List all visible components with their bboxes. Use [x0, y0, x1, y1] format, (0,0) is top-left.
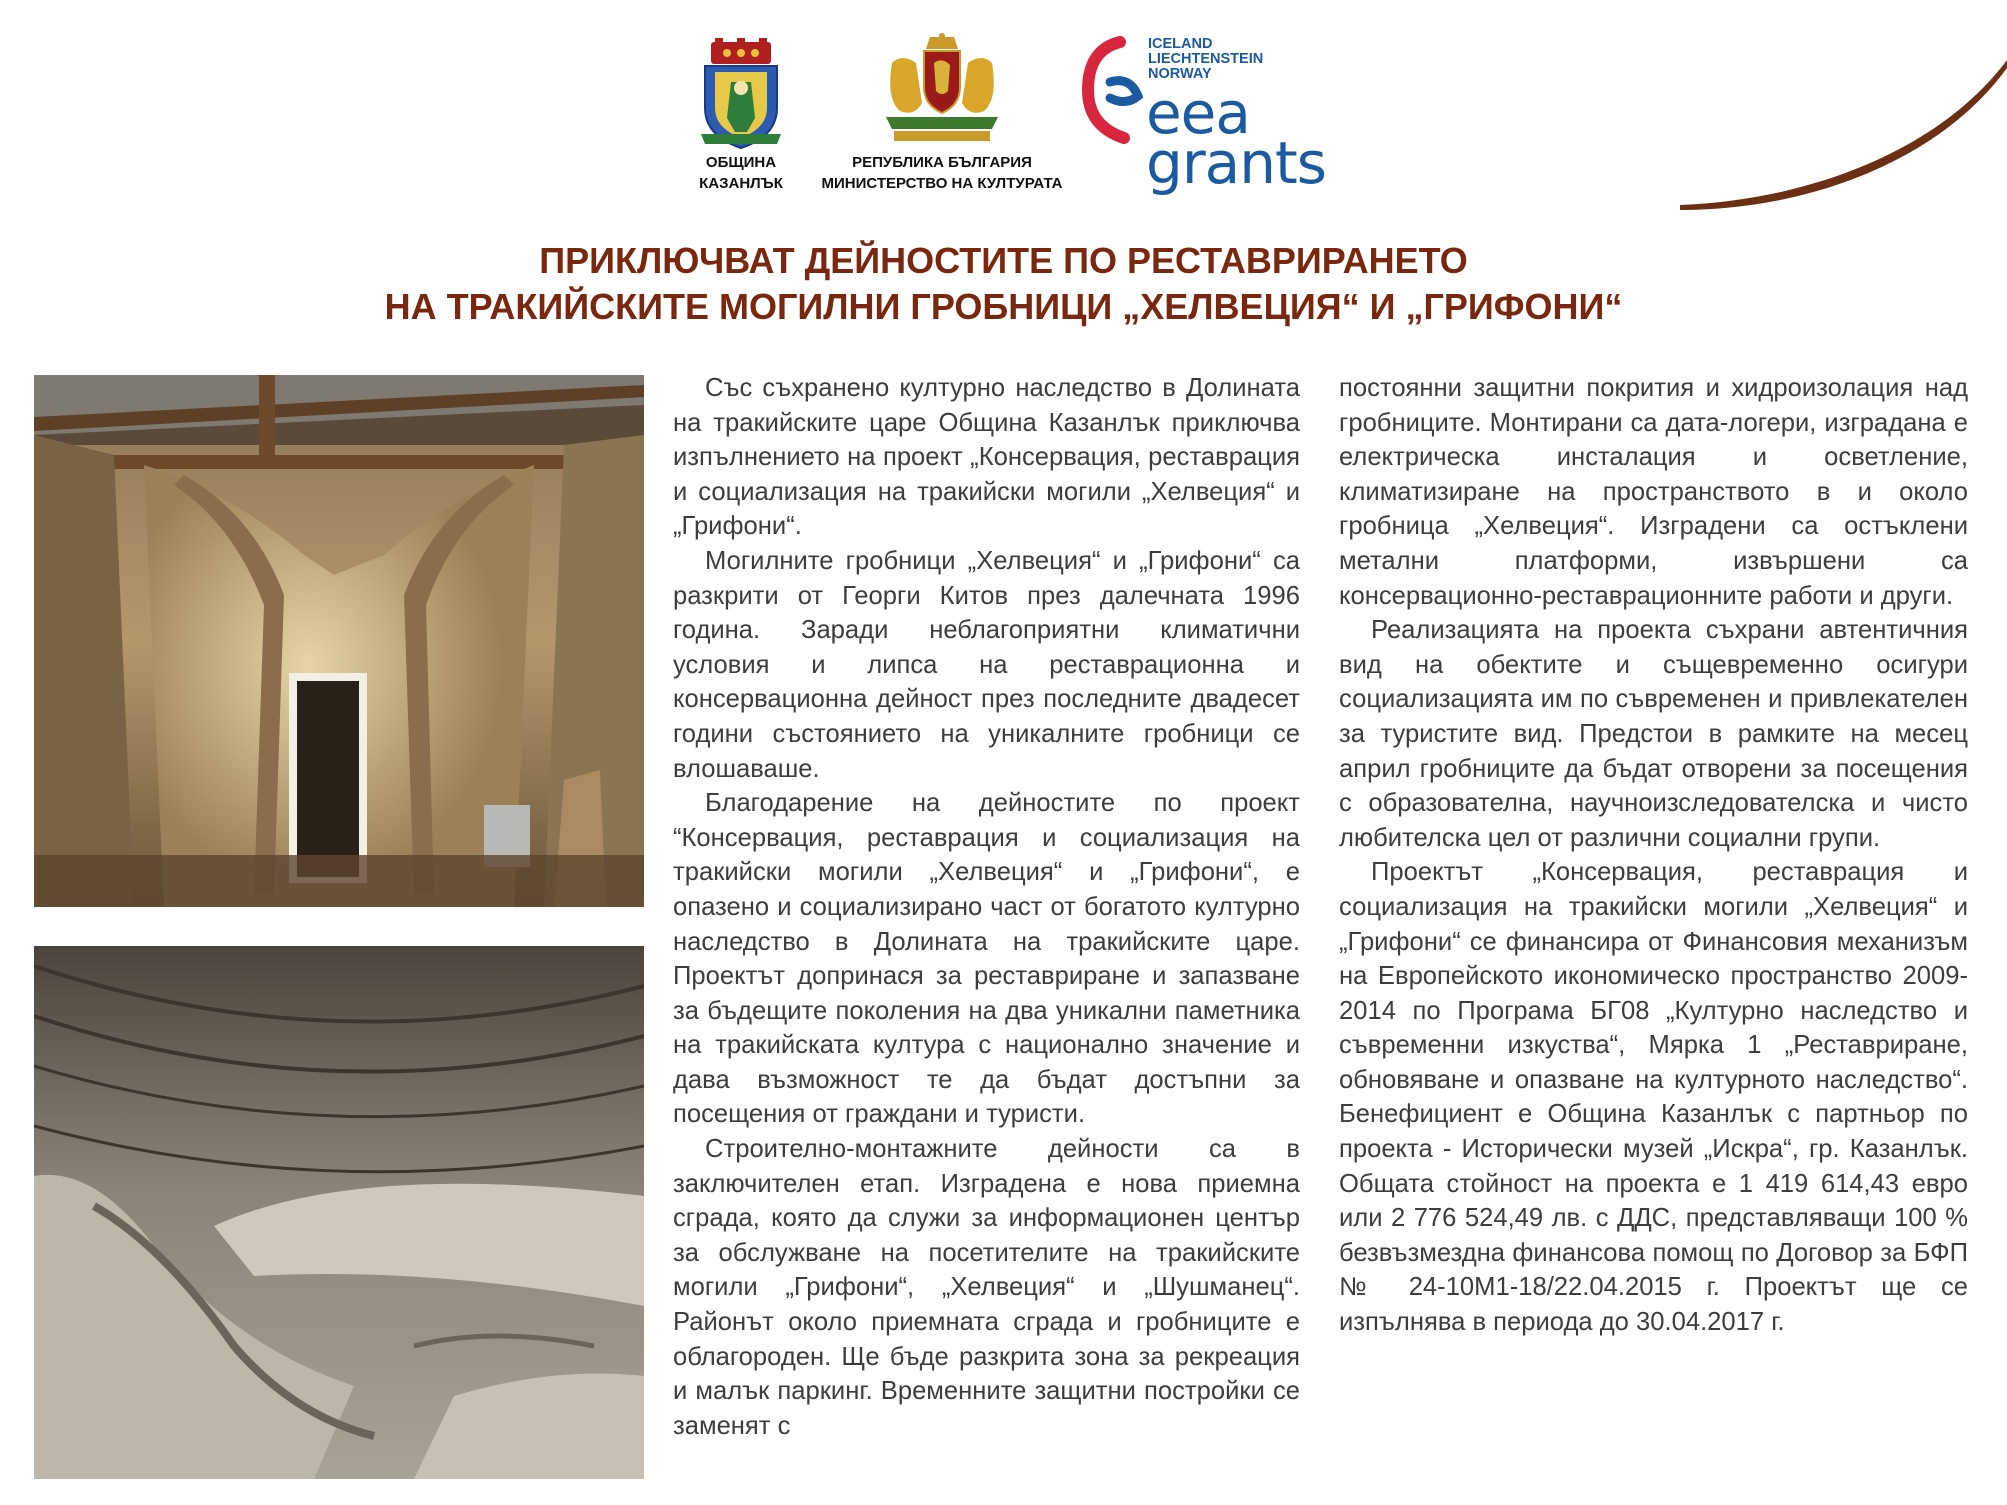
column1-paragraph: Строително-монтажните дейности са в заключителен етап. Изградена е нова приемна сграда, която да служи за информационен център за обслужване на посетителите на тракийските могили „Грифони“, „Хелвеция“ и „Шушманец“. Районът около приемната сграда и гробниците е облагороден. Ще бъде разкрита зона за рекреация и малък паркинг. Временните защитни постройки се заменят с — [673, 1135, 1300, 1440]
municipality-caption-line2: КАЗАНЛЪК — [699, 175, 783, 192]
column1-paragraph: Могилните гробници „Хелвеция“ и „Грифони“ са разкрити от Георги Китов през далечната 1996 година. Заради неблагоприятни климатични условия и липса на реставрационна и консервационна дейност през последните двадесет години състоянието на уникалните гробници се влошаваше. — [673, 546, 1300, 783]
eea-country-iceland: ICELAND — [1148, 36, 1213, 52]
eea-country-list — [1148, 37, 1263, 82]
eea-brand-word: eea — [1146, 79, 1250, 147]
ministry-caption-line2: МИНИСТЕРСТВО НА КУЛТУРАТА — [821, 175, 1063, 192]
eea-country-liechtenstein: LIECHTENSTEIN — [1148, 51, 1264, 67]
municipality-caption-line1: ОБЩИНА — [705, 154, 777, 171]
ministry-caption-line1: РЕПУБЛИКА БЪЛГАРИЯ — [852, 154, 1032, 171]
column2-paragraph: постоянни защитни покрития и хидроизолация над гробниците. Монтирани са дата-логери, изградана е електрическа инсталация и осветление, климатизиране на пространството в и около гробница „Хелвеция“. Изградени са остъклени метални платформи, извършени са консервационно-реставрационните работи и други. — [1339, 374, 1968, 610]
column2-paragraph: Проектът „Консервация, реставрация и социализация на тракийски могили „Хелвеция“ и „Грифони“ се финансира от Финансовия механизъм на Европейското икономическо пространство 2009-2014 по Програма БГ08 „Културно наследство и съвременни изкуства“, Мярка 1 „Реставриране, обновяване и опазване на културното наследство“. Бенефициент е Община Казанлък с партньор по проекта - Исторически музей „Искра“, гр. Казанлък. Общата стойност на проекта е 1 419 614,43 евро или 2 776 524,49 лв. с ДДС, представляващи 100 % безвъзмездна финансова помощ по Договор за БФП № 24-10М1-18/22.04.2015 г. Проектът ще се изпълнява в периода до 30.04.2017 г. — [1339, 858, 1968, 1337]
column2-paragraph: Реализацията на проекта съхрани автентичния вид на обектите и същевременно осигури социализацията им по съвременен и привлекателен за туристите вид. Предстои в рамките на месец април гробниците да бъдат отворени за посещения с образователна, научноизследователска и чисто любителска цел от различни социални групи. — [1339, 616, 1968, 852]
article-title-line1: ПРИКЛЮЧВАТ ДЕЙНОСТИТЕ ПО РЕСТАВРИРАНЕТО — [539, 240, 1468, 281]
article-column-2 — [1339, 371, 1968, 1340]
ministry-logo-caption — [812, 152, 1072, 194]
column1-paragraph: Благодарение на дейностите по проект “Консервация, реставрация и социализация на тракийски могили „Хелвеция“ и „Грифони“, е опазено и социализирано част от богатото културно наследство в Долината на тракийските царе. Проектът допринася за реставриране и запазване за бъдещите поколения на два уникални паметника на тракийската култура с национално значение и дава възможност те да бъдат достъпни за посещения от граждани и туристи. — [673, 789, 1300, 1129]
column1-paragraph: Със съхранено културно наследство в Долината на тракийските царе Община Казанлък приключва изпълнението на проект „Консервация, реставрация и социализация на тракийски могили „Хелвеция“ и „Грифони“. — [673, 374, 1300, 541]
municipality-logo-caption — [693, 152, 789, 194]
eea-grants-symbol-icon — [1080, 36, 1150, 146]
bulgarian-coat-of-arms-logo — [872, 33, 1012, 148]
article-title — [0, 238, 2007, 330]
tomb-interior-photo — [34, 375, 644, 907]
round-tomb-photo — [34, 946, 644, 1479]
decorative-swoosh — [1670, 0, 2007, 215]
eea-country-norway: NORWAY — [1148, 66, 1212, 82]
article-title-line2: НА ТРАКИЙСКИТЕ МОГИЛНИ ГРОБНИЦИ „ХЕЛВЕЦИЯ“ И „ГРИФОНИ“ — [384, 286, 1623, 327]
article-column-1 — [673, 371, 1300, 1443]
kazanlak-coat-of-arms-logo — [693, 38, 789, 150]
grants-brand-word: grants — [1146, 129, 1326, 197]
